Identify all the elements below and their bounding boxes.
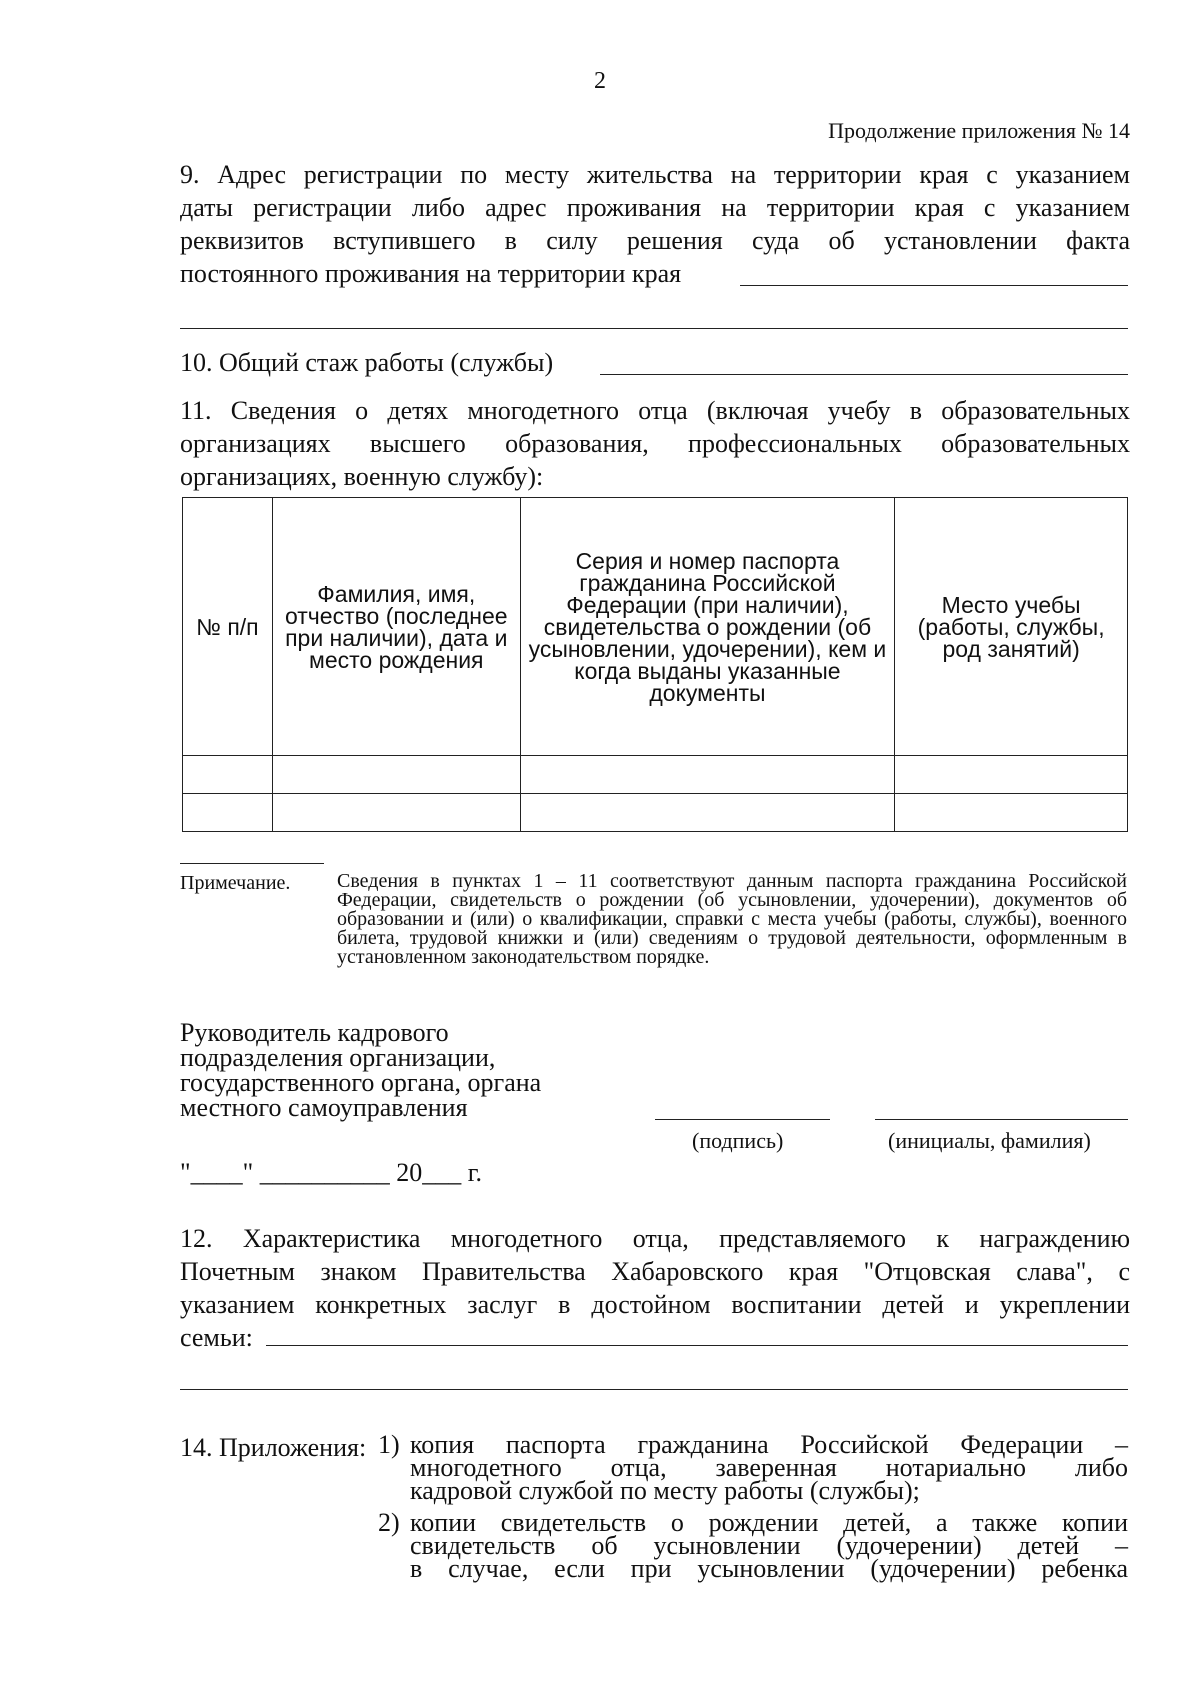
- name-label: (инициалы, фамилия): [888, 1128, 1091, 1153]
- attachment-number: 1): [378, 1430, 400, 1459]
- signatory-line: государственного органа, органа: [180, 1068, 542, 1097]
- item-12-line: указанием конкретных заслуг в достойном воспитании детей и укреплении: [180, 1290, 1130, 1319]
- signatory-position: [180, 1020, 541, 1120]
- attachment-item-1: [378, 1430, 1128, 1505]
- table-cell[interactable]: [272, 756, 520, 794]
- item-9-answer-line[interactable]: [740, 285, 1128, 286]
- item-12-line: семьи:: [180, 1323, 253, 1352]
- item-9-line: 9. Адрес регистрации по месту жительства на территории края с указанием: [180, 160, 1130, 189]
- note-label: Примечание.: [180, 872, 291, 894]
- item-9-line: даты регистрации либо адрес проживания на территории края с указанием: [180, 193, 1130, 222]
- page-number: 2: [594, 68, 606, 94]
- item-11: [180, 394, 1130, 493]
- item-9: [180, 158, 1130, 290]
- attachment-item-2: [378, 1508, 1128, 1583]
- item-11-line: 11. Сведения о детях многодетного отца (включая учебу в образовательных: [180, 396, 1130, 425]
- table-cell[interactable]: [520, 794, 895, 832]
- date-field[interactable]: "____" __________ 20___ г.: [180, 1158, 482, 1187]
- table-cell[interactable]: [183, 756, 273, 794]
- item-11-line: организациях высшего образования, профессиональных образовательных: [180, 429, 1130, 458]
- header-number: № п/п: [183, 498, 273, 756]
- item-11-line: организациях, военную службу):: [180, 462, 544, 491]
- item-9-line: реквизитов вступившего в силу решения суда об установлении факта: [180, 226, 1130, 255]
- header-occupation: Место учебы (работы, службы, род занятий): [895, 498, 1128, 756]
- attachment-line: многодетного отца, заверенная нотариально либо: [410, 1453, 1128, 1482]
- header-full-name: Фамилия, имя, отчество (последнее при наличии), дата и место рождения: [272, 498, 520, 756]
- signatory-line: подразделения организации,: [180, 1043, 496, 1072]
- table-row: [183, 756, 1128, 794]
- note-rule: [180, 863, 324, 864]
- table-row: [183, 794, 1128, 832]
- header-documents: Серия и номер паспорта гражданина Российской Федерации (при наличии), свидетельства о рождении (об усыновлении, удочерении), кем и когда выданы указанные документы: [520, 498, 895, 756]
- note-text: Сведения в пунктах 1 – 11 соответствуют данным паспорта гражданина Российской Федерации, свидетельств о рождении (об усыновлении, удочерении), документов об образовании и (или) о квалификации, справки с места учебы (работы, службы), военного билета, трудовой книжки и (или) сведениям о трудовой деятельности, оформленным в установленном законодательством порядке.: [337, 870, 1127, 968]
- item-9-answer-line-2[interactable]: [180, 328, 1128, 329]
- table-cell[interactable]: [520, 756, 895, 794]
- table-cell[interactable]: [895, 794, 1128, 832]
- signature-line[interactable]: [655, 1119, 830, 1120]
- item-12-answer-line[interactable]: [266, 1345, 1128, 1346]
- item-9-line: постоянного проживания на территории края: [180, 259, 682, 288]
- signature-label: (подпись): [692, 1128, 784, 1153]
- attachment-line: копии свидетельств о рождении детей, а также копии: [410, 1508, 1128, 1537]
- item-14-label: 14. Приложения:: [180, 1433, 367, 1462]
- children-table: [182, 497, 1128, 832]
- item-12-line: Почетным знаком Правительства Хабаровского края "Отцовская слава", с: [180, 1257, 1130, 1286]
- signatory-line: местного самоуправления: [180, 1093, 468, 1122]
- item-10-label: 10. Общий стаж работы (службы): [180, 348, 554, 377]
- table-header-row: [183, 498, 1128, 756]
- name-line[interactable]: [875, 1119, 1128, 1120]
- item-12: [180, 1222, 1130, 1354]
- continuation-label: Продолжение приложения № 14: [828, 118, 1130, 143]
- table-cell[interactable]: [895, 756, 1128, 794]
- signatory-line: Руководитель кадрового: [180, 1018, 449, 1047]
- attachment-line: в случае, если при усыновлении (удочерении) ребенка: [410, 1554, 1128, 1583]
- attachment-line: копия паспорта гражданина Российской Федерации –: [410, 1430, 1128, 1459]
- item-10-answer-line[interactable]: [600, 374, 1128, 375]
- attachment-line: свидетельств об усыновлении (удочерении) детей –: [410, 1531, 1128, 1560]
- attachment-number: 2): [378, 1508, 400, 1537]
- item-12-answer-line-2[interactable]: [180, 1389, 1128, 1390]
- attachment-line: кадровой службой по месту работы (службы);: [410, 1476, 920, 1505]
- table-cell[interactable]: [272, 794, 520, 832]
- item-12-line: 12. Характеристика многодетного отца, представляемого к награждению: [180, 1224, 1130, 1253]
- table-cell[interactable]: [183, 794, 273, 832]
